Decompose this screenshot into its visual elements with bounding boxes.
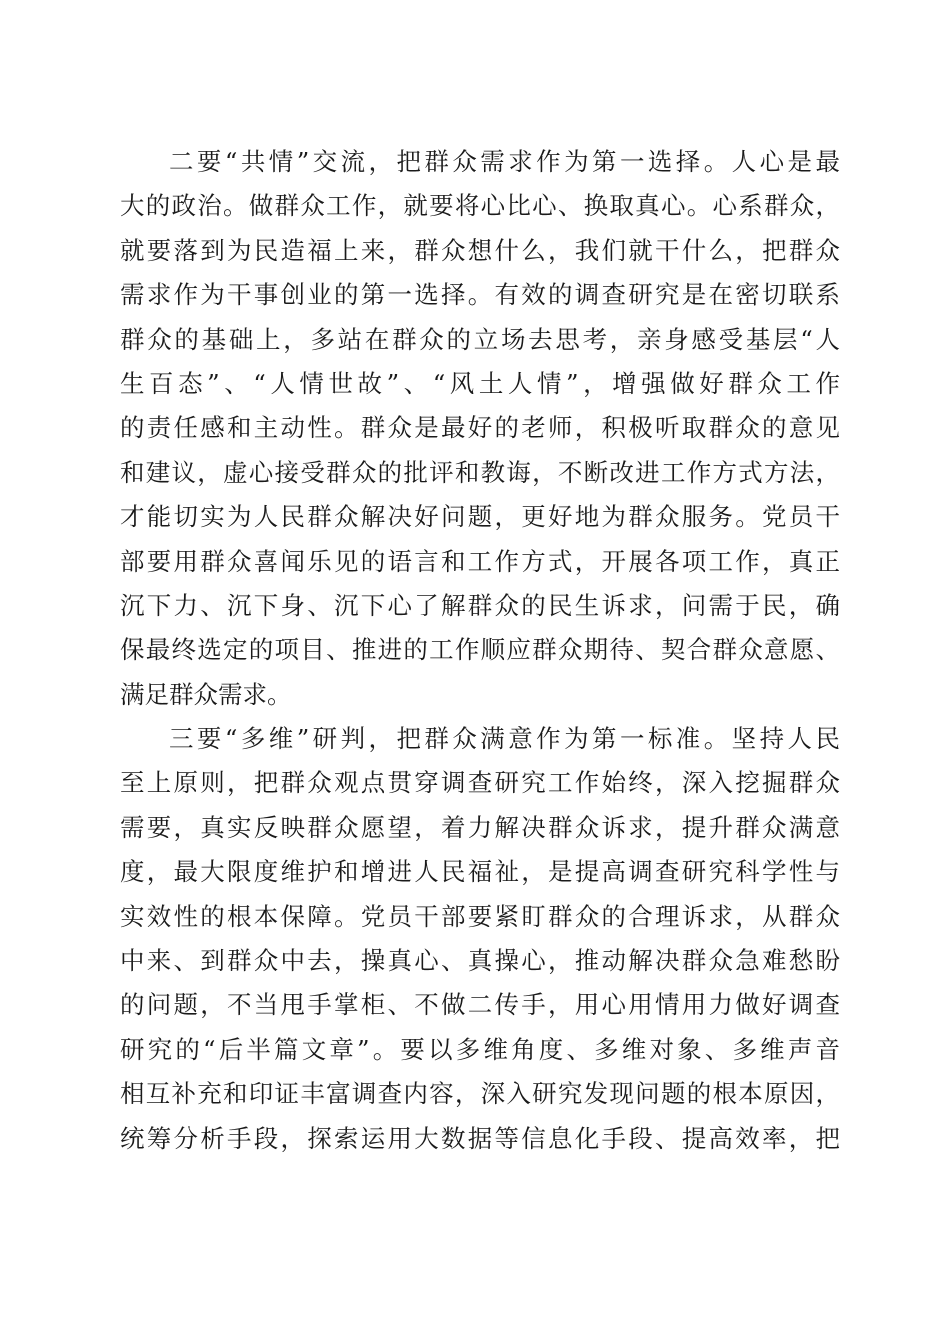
text-line: 至上原则，把群众观点贯穿调查研究工作始终，深入挖掘群众 xyxy=(120,768,840,798)
text-line: 群众的基础上，多站在群众的立场去思考，亲身感受基层“人 xyxy=(120,324,840,354)
text-line: 需求作为干事创业的第一选择。有效的调查研究是在密切联系 xyxy=(120,280,840,310)
text-line: 相互补充和印证丰富调查内容，深入研究发现问题的根本原因， xyxy=(120,1079,840,1109)
text-line: 才能切实为人民群众解决好问题，更好地为群众服务。党员干 xyxy=(120,502,840,532)
text-line: 统筹分析手段，探索运用大数据等信息化手段、提高效率，把 xyxy=(120,1123,840,1153)
text-line: 和建议，虚心接受群众的批评和教诲，不断改进工作方式方法， xyxy=(120,457,840,487)
text-line: 保最终选定的项目、推进的工作顺应群众期待、契合群众意愿、 xyxy=(120,635,840,665)
text-line: 二要“共情”交流，把群众需求作为第一选择。人心是最 xyxy=(169,147,840,176)
paragraph-empathy-communication xyxy=(120,140,840,717)
document-body xyxy=(120,140,840,1161)
text-line: 部要用群众喜闻乐见的语言和工作方式，开展各项工作，真正 xyxy=(120,546,840,576)
text-line: 大的政治。做群众工作，就要将心比心、换取真心。心系群众， xyxy=(120,191,840,221)
text-line: 的问题，不当甩手掌柜、不做二传手，用心用情用力做好调查 xyxy=(120,990,840,1020)
text-line: 生百态”、“人情世故”、“风土人情”，增强做好群众工作 xyxy=(120,368,840,398)
text-line: 研究的“后半篇文章”。要以多维角度、多维对象、多维声音 xyxy=(120,1034,840,1064)
text-line: 满足群众需求。 xyxy=(120,679,292,709)
paragraph-multidimensional-analysis xyxy=(120,717,840,1161)
text-line: 沉下力、沉下身、沉下心了解群众的民生诉求，问需于民，确 xyxy=(120,590,840,620)
text-line: 的责任感和主动性。群众是最好的老师，积极听取群众的意见 xyxy=(120,413,840,443)
text-line: 度，最大限度维护和增进人民福祉，是提高调查研究科学性与 xyxy=(120,857,840,887)
text-line: 中来、到群众中去，操真心、真操心，推动解决群众急难愁盼 xyxy=(120,946,840,976)
text-line: 就要落到为民造福上来，群众想什么，我们就干什么，把群众 xyxy=(120,235,840,265)
text-line: 实效性的根本保障。党员干部要紧盯群众的合理诉求，从群众 xyxy=(120,901,840,931)
text-line: 需要，真实反映群众愿望，着力解决群众诉求，提升群众满意 xyxy=(120,812,840,842)
text-line: 三要“多维”研判，把群众满意作为第一标准。坚持人民 xyxy=(169,724,840,754)
